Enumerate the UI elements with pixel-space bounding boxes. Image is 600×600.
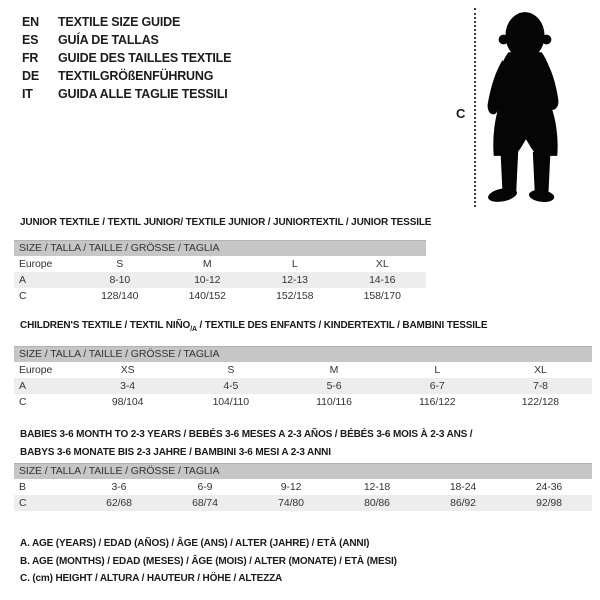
size-value-cell: S	[227, 364, 235, 376]
children-title-sub: /A	[190, 326, 197, 333]
size-value-cell: XL	[375, 258, 389, 270]
size-value-cell: 110/116	[316, 396, 352, 408]
legend-line: B. AGE (MONTHS) / EDAD (MESES) / ÂGE (MOIS) / ALTER (MONATE) / ETÀ (MESI)	[20, 555, 397, 567]
language-label: GUIDE DES TAILLES TEXTILE	[58, 51, 232, 65]
size-value-cell: 12-13	[281, 274, 308, 286]
language-row	[22, 49, 231, 67]
size-value-cell: M	[202, 258, 212, 270]
size-header: SIZE / TALLA / TAILLE / GRÖSSE / TAGLIA	[14, 240, 426, 256]
language-row	[22, 85, 231, 103]
table-rows	[14, 256, 426, 304]
table-rows	[14, 362, 592, 410]
size-value-cell: 80/86	[364, 497, 390, 509]
row-label-cell: A	[19, 380, 26, 392]
height-measure-label: C	[456, 106, 466, 121]
legend-line: C. (cm) HEIGHT / ALTURA / HAUTEUR / HÖHE / ALTEZZA	[20, 573, 283, 584]
size-value-cell: 6-9	[197, 481, 213, 493]
size-value-cell: 86/92	[450, 497, 476, 509]
size-value-cell: 122/128	[521, 396, 560, 408]
size-value-cell: 24-36	[535, 481, 563, 493]
baby-silhouette-icon	[481, 9, 569, 205]
size-value-cell: 158/170	[363, 290, 401, 302]
size-header: SIZE / TALLA / TAILLE / GRÖSSE / TAGLIA	[14, 463, 592, 479]
size-value-cell: 6-7	[429, 380, 445, 392]
table-row	[14, 495, 592, 511]
size-value-cell: 140/152	[188, 290, 226, 302]
size-value-cell: 62/68	[106, 497, 132, 509]
size-value-cell: 116/122	[418, 396, 456, 408]
size-value-cell: 14-16	[369, 274, 396, 286]
language-label: GUÍA DE TALLAS	[58, 33, 159, 47]
table-row	[14, 362, 592, 378]
legend	[20, 535, 397, 588]
row-label-cell: C	[19, 497, 27, 509]
children-table-title	[20, 319, 487, 336]
row-label-cell: A	[19, 274, 26, 286]
size-value-cell: 9-12	[280, 481, 302, 493]
size-value-cell: 104/110	[212, 396, 250, 408]
junior-size-table	[14, 240, 426, 304]
table-row	[14, 272, 426, 288]
size-value-cell: 8-10	[109, 274, 131, 286]
language-row	[22, 13, 231, 31]
babies-title-line2: BABYS 3-6 MONATE BIS 2-3 JAHRE / BAMBINI 3-6 MESI A 2-3 ANNI	[20, 446, 331, 458]
legend-line: A. AGE (YEARS) / EDAD (AÑOS) / ÂGE (ANS) / ALTER (JAHRE) / ETÀ (ANNI)	[20, 538, 370, 549]
language-code: ES	[22, 33, 39, 47]
junior-table-title: JUNIOR TEXTILE / TEXTIL JUNIOR/ TEXTILE JUNIOR / JUNIORTEXTIL / JUNIOR TESSILE	[20, 217, 432, 228]
size-value-cell: 98/104	[111, 396, 144, 408]
table-rows	[14, 479, 592, 511]
size-value-cell: 4-5	[223, 380, 239, 392]
size-value-cell: 74/80	[278, 497, 304, 509]
language-row	[22, 31, 231, 49]
table-row	[14, 394, 592, 410]
language-row	[22, 67, 231, 85]
row-label-cell: Europe	[19, 364, 53, 376]
size-value-cell: XL	[534, 364, 547, 376]
language-label: GUIDA ALLE TAGLIE TESSILI	[58, 87, 228, 101]
size-value-cell: 68/74	[192, 497, 218, 509]
size-value-cell: S	[116, 258, 124, 270]
language-label: TEXTILE SIZE GUIDE	[58, 15, 181, 29]
row-label-cell: C	[19, 290, 27, 302]
size-value-cell: L	[291, 258, 298, 270]
table-row	[14, 479, 592, 495]
children-title-post: / TEXTILE DES ENFANTS / KINDERTEXTIL / BAMBINI TESSILE	[196, 320, 488, 331]
size-value-cell: 128/140	[101, 290, 139, 302]
size-value-cell: XS	[120, 364, 135, 376]
language-list	[22, 13, 231, 103]
size-value-cell: 12-18	[363, 481, 391, 493]
size-value-cell: 5-6	[326, 380, 342, 392]
children-title-pre: CHILDREN'S TEXTILE / TEXTIL NIÑO	[20, 320, 191, 331]
size-value-cell: 18-24	[449, 481, 477, 493]
size-value-cell: 7-8	[532, 380, 548, 392]
children-size-table	[14, 346, 592, 410]
row-label-cell: Europe	[19, 258, 53, 270]
language-code: DE	[22, 69, 39, 83]
babies-table-title	[20, 426, 472, 461]
size-header: SIZE / TALLA / TAILLE / GRÖSSE / TAGLIA	[14, 346, 592, 362]
size-value-cell: 92/98	[536, 497, 562, 509]
language-code: EN	[22, 15, 39, 29]
babies-title-line1: BABIES 3-6 MONTH TO 2-3 YEARS / BEBÉS 3-6 MESES A 2-3 AÑOS / BÉBÉS 3-6 MOIS À 2-3 ANS /	[20, 429, 473, 440]
language-code: IT	[22, 87, 33, 101]
size-value-cell: L	[434, 364, 441, 376]
table-row	[14, 378, 592, 394]
height-measure-dotted-line	[474, 8, 476, 207]
size-value-cell: 152/158	[276, 290, 314, 302]
babies-size-table	[14, 463, 592, 511]
language-label: TEXTILGRÖßENFÜHRUNG	[58, 69, 214, 83]
table-row	[14, 256, 426, 272]
size-value-cell: 10-12	[194, 274, 221, 286]
size-value-cell: 3-6	[111, 481, 127, 493]
size-value-cell: 3-4	[120, 380, 136, 392]
row-label-cell: C	[19, 396, 27, 408]
language-code: FR	[22, 51, 39, 65]
row-label-cell: B	[19, 481, 26, 493]
size-value-cell: M	[329, 364, 339, 376]
table-row	[14, 288, 426, 304]
